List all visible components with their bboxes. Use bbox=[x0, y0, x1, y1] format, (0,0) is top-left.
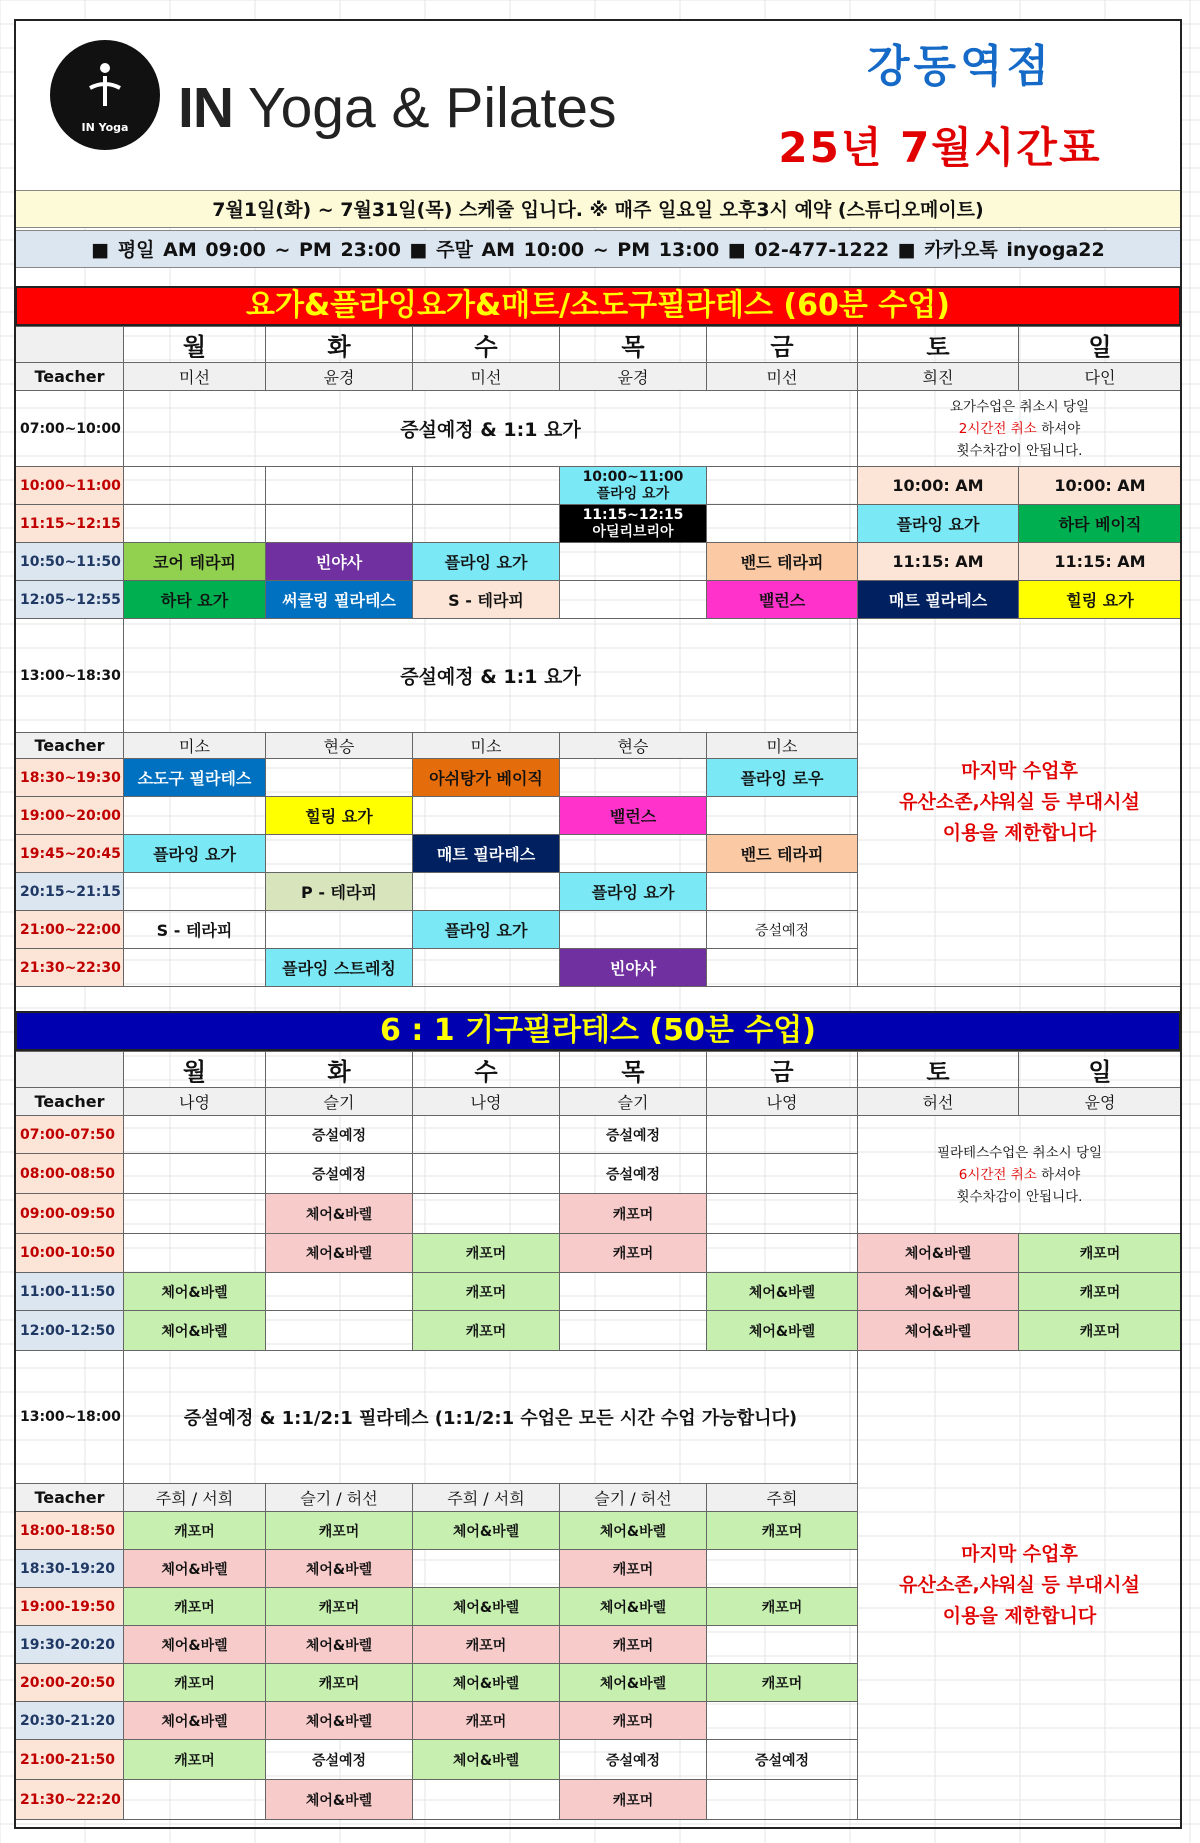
time-cell: 10:50~11:50 bbox=[16, 543, 124, 581]
class-cell: 캐포머 bbox=[124, 1664, 266, 1702]
brand-rest: Yoga & Pilates bbox=[247, 76, 617, 140]
warn-line: 이용을 제한합니다 bbox=[942, 1604, 1097, 1627]
teacher-label: Teacher bbox=[16, 363, 124, 391]
class-cell: 캐포머 bbox=[560, 1550, 707, 1588]
time-cell: 20:15~21:15 bbox=[16, 873, 124, 911]
class-cell: 캐포머 bbox=[413, 1234, 560, 1273]
time-cell: 13:00~18:00 bbox=[16, 1351, 124, 1484]
time-cell: 21:00~22:00 bbox=[16, 911, 124, 949]
teacher-name: 미선 bbox=[707, 363, 858, 391]
class-cell: 체어&바렐 bbox=[266, 1550, 413, 1588]
teacher-label: Teacher bbox=[16, 1088, 124, 1116]
warn-line: 마지막 수업후 bbox=[961, 1542, 1078, 1565]
class-cell: 플라잉 요가 bbox=[858, 505, 1019, 543]
time-cell: 18:30-19:20 bbox=[16, 1550, 124, 1588]
day-wed: 수 bbox=[413, 327, 560, 363]
class-cell: 체어&바렐 bbox=[124, 1311, 266, 1351]
class-cell: 힐링 요가 bbox=[266, 797, 413, 835]
day-sun: 일 bbox=[1019, 327, 1182, 363]
class-cell: 캐포머 bbox=[1019, 1273, 1182, 1311]
pilates-section-title: 6 : 1 기구필라테스 (50분 수업) bbox=[15, 1011, 1181, 1051]
class-cell: 캐포머 bbox=[560, 1780, 707, 1820]
class-cell: 체어&바렐 bbox=[707, 1311, 858, 1351]
time-cell: 20:00-20:50 bbox=[16, 1664, 124, 1702]
class-cell: 캐포머 bbox=[707, 1512, 858, 1550]
class-cell: 10:00: AM bbox=[858, 467, 1019, 505]
class-time: 11:15~12:15 bbox=[582, 506, 684, 523]
time-cell: 21:30~22:20 bbox=[16, 1780, 124, 1820]
class-cell: 밴드 테라피 bbox=[707, 835, 858, 873]
time-cell: 07:00~10:00 bbox=[16, 391, 124, 467]
teacher-name: 슬기 bbox=[560, 1088, 707, 1116]
teacher-name: 윤경 bbox=[266, 363, 413, 391]
class-cell: 캐포머 bbox=[707, 1664, 858, 1702]
note-line: 요가수업은 취소시 당일 bbox=[950, 398, 1089, 415]
logo-text: IN Yoga bbox=[81, 121, 129, 134]
class-cell: 플라잉 요가 bbox=[413, 911, 560, 949]
teacher-name: 다인 bbox=[1019, 363, 1182, 391]
class-time: 10:00~11:00 bbox=[582, 468, 684, 485]
time-cell: 20:30-21:20 bbox=[16, 1702, 124, 1740]
time-cell: 08:00-08:50 bbox=[16, 1154, 124, 1194]
class-cell: 증설예정 bbox=[707, 911, 858, 949]
class-cell: 빈야사 bbox=[560, 949, 707, 987]
warn-line: 유산소존,샤워실 등 부대시설 bbox=[899, 791, 1140, 813]
day-fri: 금 bbox=[707, 1052, 858, 1088]
teacher-name: 미소 bbox=[707, 733, 858, 759]
time-cell: 13:00~18:30 bbox=[16, 619, 124, 733]
class-cell: 캐포머 bbox=[124, 1512, 266, 1550]
class-cell: 증설예정 bbox=[266, 1154, 413, 1194]
class-cell: 체어&바렐 bbox=[266, 1626, 413, 1664]
day-sun: 일 bbox=[1019, 1052, 1182, 1088]
teacher-name: 주희 bbox=[707, 1484, 858, 1512]
time-cell: 18:00-18:50 bbox=[16, 1512, 124, 1550]
day-sat: 토 bbox=[858, 1052, 1019, 1088]
hours-contact-bar: ■ 평일 AM 09:00 ~ PM 23:00 ■ 주말 AM 10:00 ~ PM 13:00 ■ 02-477-1222 ■ 카카오톡 inyoga22 bbox=[15, 230, 1181, 268]
teacher-name: 슬기 / 허선 bbox=[266, 1484, 413, 1512]
class-cell: 빈야사 bbox=[266, 543, 413, 581]
warn-line: 이용을 제한합니다 bbox=[942, 822, 1097, 844]
class-cell: 밴드 테라피 bbox=[707, 543, 858, 581]
class-cell: P - 테라피 bbox=[266, 873, 413, 911]
class-cell: 체어&바렐 bbox=[124, 1702, 266, 1740]
teacher-name: 슬기 / 허선 bbox=[560, 1484, 707, 1512]
time-cell: 21:30~22:30 bbox=[16, 949, 124, 987]
teacher-name: 윤경 bbox=[560, 363, 707, 391]
teacher-name: 나영 bbox=[413, 1088, 560, 1116]
teacher-name: 주희 / 서희 bbox=[124, 1484, 266, 1512]
class-cell: 체어&바렐 bbox=[707, 1273, 858, 1311]
warn-line: 유산소존,샤워실 등 부대시설 bbox=[899, 1573, 1140, 1596]
day-tue: 화 bbox=[266, 1052, 413, 1088]
day-sat: 토 bbox=[858, 327, 1019, 363]
note-line: 하셔야 bbox=[1036, 420, 1081, 437]
warn-line: 마지막 수업후 bbox=[961, 760, 1078, 782]
class-cell: 체어&바렐 bbox=[266, 1702, 413, 1740]
class-cell: 캐포머 bbox=[560, 1234, 707, 1273]
class-cell: 체어&바렐 bbox=[413, 1588, 560, 1626]
note-line: 횟수차감이 안됩니다. bbox=[956, 442, 1083, 459]
note-highlight: 6시간전 취소 bbox=[958, 1166, 1037, 1183]
time-cell: 19:30-20:20 bbox=[16, 1626, 124, 1664]
class-cell: 캐포머 bbox=[1019, 1234, 1182, 1273]
class-cell: 아쉬탕가 베이직 bbox=[413, 759, 560, 797]
class-cell: 체어&바렐 bbox=[266, 1780, 413, 1820]
time-cell: 09:00-09:50 bbox=[16, 1194, 124, 1234]
class-cell: 매트 필라테스 bbox=[858, 581, 1019, 619]
class-cell: 캐포머 bbox=[560, 1194, 707, 1234]
schedule-title: 25년 7월시간표 bbox=[778, 123, 1102, 172]
class-cell: 증설예정 bbox=[707, 1740, 858, 1780]
class-cell: 증설예정 bbox=[560, 1116, 707, 1154]
class-cell: 플라잉 요가 bbox=[560, 873, 707, 911]
yoga-section-title: 요가&플라잉요가&매트/소도구필라테스 (60분 수업) bbox=[15, 286, 1181, 326]
class-cell: 체어&바렐 bbox=[560, 1664, 707, 1702]
time-cell: 11:15~12:15 bbox=[16, 505, 124, 543]
open-slot-message: 증설예정 & 1:1/2:1 필라테스 (1:1/2:1 수업은 모든 시간 수업 가능합니다) bbox=[124, 1351, 858, 1484]
class-cell: 체어&바렐 bbox=[858, 1234, 1019, 1273]
class-cell: 증설예정 bbox=[266, 1116, 413, 1154]
note-highlight: 2시간전 취소 bbox=[958, 420, 1037, 437]
class-cell: 10:00: AM bbox=[1019, 467, 1182, 505]
time-cell: 19:45~20:45 bbox=[16, 835, 124, 873]
teacher-name: 주희 / 서희 bbox=[413, 1484, 560, 1512]
class-cell: 11:15: AM bbox=[858, 543, 1019, 581]
time-cell: 19:00-19:50 bbox=[16, 1588, 124, 1626]
class-name: 아딜리브리아 bbox=[592, 523, 674, 540]
class-cell: 체어&바렐 bbox=[560, 1512, 707, 1550]
class-cell: 캐포머 bbox=[560, 1702, 707, 1740]
teacher-name: 현승 bbox=[266, 733, 413, 759]
class-cell: 체어&바렐 bbox=[413, 1664, 560, 1702]
class-cell: 증설예정 bbox=[560, 1154, 707, 1194]
open-slot-message: 증설예정 & 1:1 요가 bbox=[124, 619, 858, 733]
class-cell: 플라잉 요가 bbox=[413, 543, 560, 581]
class-cell: 체어&바렐 bbox=[124, 1626, 266, 1664]
class-cell: 체어&바렐 bbox=[858, 1311, 1019, 1351]
time-cell: 10:00~11:00 bbox=[16, 467, 124, 505]
time-cell: 07:00-07:50 bbox=[16, 1116, 124, 1154]
day-mon: 월 bbox=[124, 1052, 266, 1088]
class-cell: 캐포머 bbox=[413, 1702, 560, 1740]
day-thu: 목 bbox=[560, 1052, 707, 1088]
class-cell: 플라잉 요가 bbox=[124, 835, 266, 873]
open-slot-message: 증설예정 & 1:1 요가 bbox=[124, 391, 858, 467]
note-line: 필라테스수업은 취소시 당일 bbox=[936, 1144, 1103, 1161]
teacher-name: 슬기 bbox=[266, 1088, 413, 1116]
class-cell: 밸런스 bbox=[707, 581, 858, 619]
class-cell: 캐포머 bbox=[413, 1626, 560, 1664]
class-cell: 체어&바렐 bbox=[413, 1512, 560, 1550]
class-cell: 코어 테라피 bbox=[124, 543, 266, 581]
schedule-period-bar: 7월1일(화) ~ 7월31일(목) 스케줄 입니다. ※ 매주 일요일 오후3시 예약 (스튜디오메이트) bbox=[15, 190, 1181, 228]
teacher-name: 미선 bbox=[413, 363, 560, 391]
time-cell: 11:00-11:50 bbox=[16, 1273, 124, 1311]
teacher-name: 미선 bbox=[124, 363, 266, 391]
class-cell: 11:15: AM bbox=[1019, 543, 1182, 581]
note-line: 횟수차감이 안됩니다. bbox=[956, 1188, 1083, 1205]
teacher-name: 허선 bbox=[858, 1088, 1019, 1116]
day-mon: 월 bbox=[124, 327, 266, 363]
class-cell: 캐포머 bbox=[266, 1664, 413, 1702]
class-cell: 매트 필라테스 bbox=[413, 835, 560, 873]
brand-bold: IN bbox=[178, 76, 233, 140]
class-cell: S - 테라피 bbox=[124, 911, 266, 949]
class-cell: 캐포머 bbox=[1019, 1311, 1182, 1351]
class-cell: 체어&바렐 bbox=[413, 1740, 560, 1780]
class-cell: 캐포머 bbox=[124, 1740, 266, 1780]
class-cell: 증설예정 bbox=[560, 1740, 707, 1780]
teacher-name: 나영 bbox=[707, 1088, 858, 1116]
class-cell: 체어&바렐 bbox=[266, 1234, 413, 1273]
class-cell: 증설예정 bbox=[266, 1740, 413, 1780]
teacher-label: Teacher bbox=[16, 733, 124, 759]
teacher-name: 나영 bbox=[124, 1088, 266, 1116]
class-cell: 소도구 필라테스 bbox=[124, 759, 266, 797]
time-cell: 12:05~12:55 bbox=[16, 581, 124, 619]
day-wed: 수 bbox=[413, 1052, 560, 1088]
class-cell: 체어&바렐 bbox=[124, 1550, 266, 1588]
class-cell: 하타 요가 bbox=[124, 581, 266, 619]
day-thu: 목 bbox=[560, 327, 707, 363]
class-cell: 힐링 요가 bbox=[1019, 581, 1182, 619]
time-cell: 12:00-12:50 bbox=[16, 1311, 124, 1351]
class-cell: 체어&바렐 bbox=[124, 1273, 266, 1311]
sheet-border bbox=[14, 19, 1182, 1829]
day-tue: 화 bbox=[266, 327, 413, 363]
class-cell: 플라잉 스트레칭 bbox=[266, 949, 413, 987]
class-name: 플라잉 요가 bbox=[596, 485, 670, 502]
day-fri: 금 bbox=[707, 327, 858, 363]
class-cell: 체어&바렐 bbox=[266, 1194, 413, 1234]
class-cell: 하타 베이직 bbox=[1019, 505, 1182, 543]
branch-name: 강동역점 bbox=[866, 41, 1053, 92]
time-cell: 19:00~20:00 bbox=[16, 797, 124, 835]
time-cell: 18:30~19:30 bbox=[16, 759, 124, 797]
time-cell: 10:00-10:50 bbox=[16, 1234, 124, 1273]
class-cell: 밸런스 bbox=[560, 797, 707, 835]
class-cell: 써클링 필라테스 bbox=[266, 581, 413, 619]
teacher-name: 미소 bbox=[413, 733, 560, 759]
class-cell: 체어&바렐 bbox=[858, 1273, 1019, 1311]
class-cell: 캐포머 bbox=[266, 1512, 413, 1550]
class-cell: 캐포머 bbox=[413, 1273, 560, 1311]
class-cell: 플라잉 로우 bbox=[707, 759, 858, 797]
class-cell: 캐포머 bbox=[560, 1626, 707, 1664]
teacher-name: 현승 bbox=[560, 733, 707, 759]
class-cell: 캐포머 bbox=[124, 1588, 266, 1626]
class-cell: 캐포머 bbox=[266, 1588, 413, 1626]
teacher-name: 윤영 bbox=[1019, 1088, 1182, 1116]
teacher-label: Teacher bbox=[16, 1484, 124, 1512]
class-cell: 체어&바렐 bbox=[560, 1588, 707, 1626]
teacher-name: 미소 bbox=[124, 733, 266, 759]
class-cell: 캐포머 bbox=[707, 1588, 858, 1626]
teacher-name: 희진 bbox=[858, 363, 1019, 391]
note-line: 하셔야 bbox=[1036, 1166, 1081, 1183]
class-cell: 캐포머 bbox=[413, 1311, 560, 1351]
time-cell: 21:00-21:50 bbox=[16, 1740, 124, 1780]
class-cell: S - 테라피 bbox=[413, 581, 560, 619]
